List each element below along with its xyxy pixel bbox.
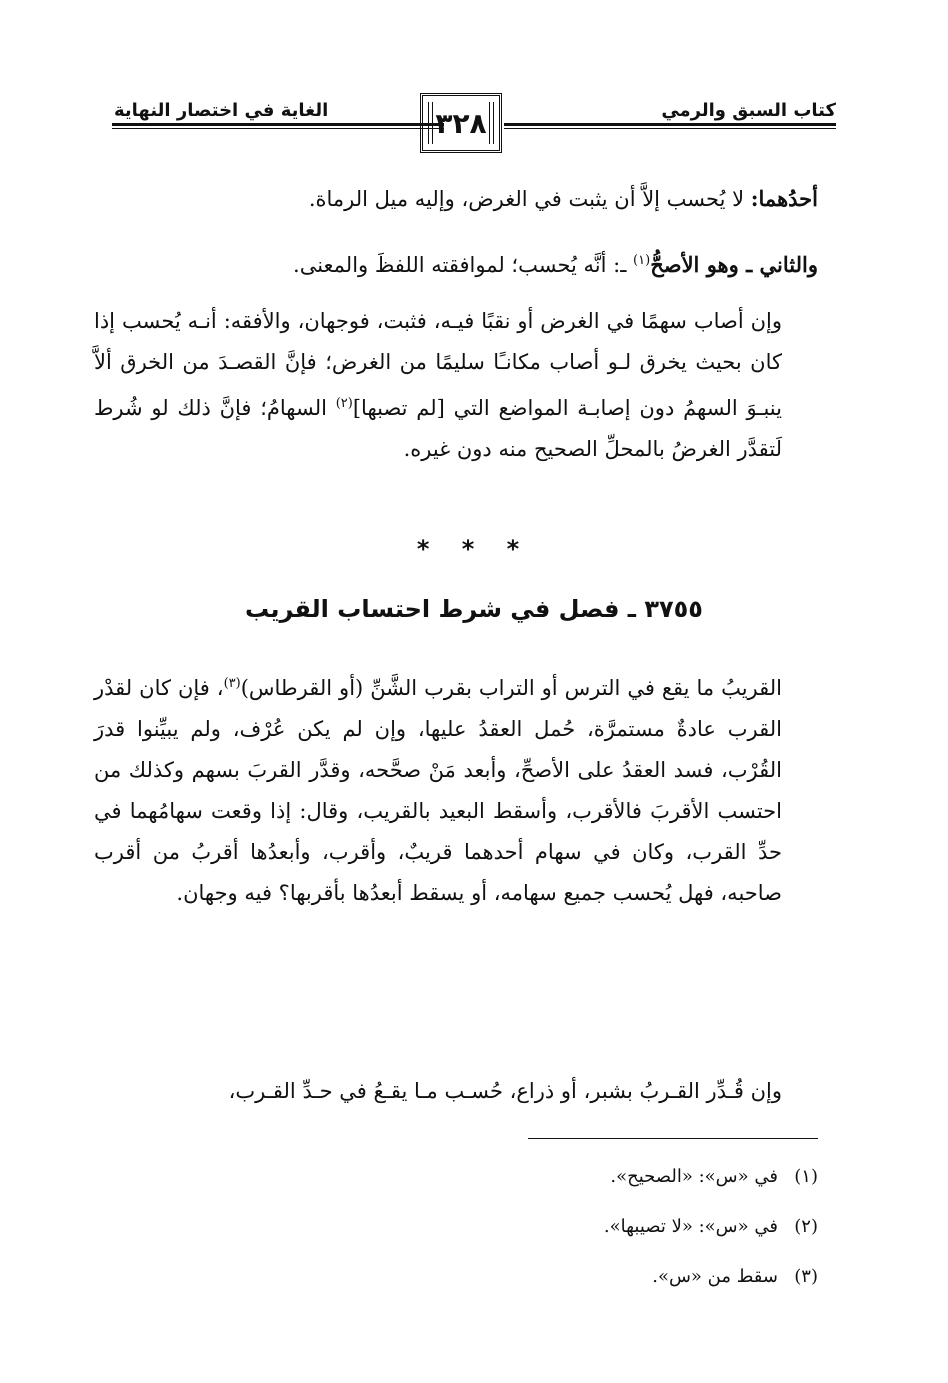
paragraph-arrow-hitting-arrow xyxy=(94,301,818,470)
paragraph-text: وإن أصاب سهمًا في الغرض أو نقبًا فيـه، فثبت، فوجهان، والأفقه: أنـه يُحسب إذا كان بحيث يخرق لـو أصاب مكانـًا سليمًا من الغرض؛ فإنَّ القصـدَ من الخرق ألاَّ ينبـوَ السهمُ دون إصابـة المواضع التي [لم تصبها] xyxy=(94,309,782,420)
section-heading: ٣٧٥٥ ـ فصل في شرط احتساب القريب xyxy=(245,595,703,623)
footnote-ref-1[interactable]: (١) xyxy=(633,253,651,268)
paragraph-near-definition xyxy=(94,663,818,914)
footnote-text: سقط من «س». xyxy=(652,1266,778,1287)
running-header-book-title: كتاب السبق والرمي xyxy=(661,100,836,121)
paragraph-text-cont: السهامُ؛ فإنَّ ذلك لو شُرط لَتقدَّر الغرضُ بالمحلِّ الصحيح منه دون غيره. xyxy=(94,396,782,461)
paragraph-text: القريبُ ما يقع في الترس أو التراب بقرب الشَّنِّ (أو القرطاس) xyxy=(240,676,782,700)
footnote-ref-3[interactable]: (٣) xyxy=(223,676,241,691)
paragraph-lead: أحدُهما: xyxy=(750,186,818,211)
paragraph-first-view xyxy=(130,178,818,220)
paragraph-text: ـ: أنَّه يُحسب؛ لموافقته اللفظَ والمعنى. xyxy=(293,253,634,277)
paragraph-measure-near xyxy=(94,1071,818,1112)
section-separator: * * * xyxy=(416,535,532,563)
footnote-number: (٣) xyxy=(794,1266,818,1287)
footnote-text: في «س»: «لا تصيبها». xyxy=(603,1216,778,1237)
paragraph-text: لا يُحسب إلاَّ أن يثبت في الغرض، وإليه ميل الرماة. xyxy=(308,187,751,211)
paragraph-text: وإن قُـدِّر القـربُ بشبر، أو ذراع، حُسـب مـا يقـعُ في حـدِّ القـرب، xyxy=(228,1079,782,1103)
footnote-item xyxy=(218,1152,818,1202)
footnote-number: (١) xyxy=(794,1166,818,1187)
footnote-item xyxy=(218,1202,818,1252)
header-rule-left xyxy=(112,123,444,129)
footnote-text: في «س»: «الصحيح». xyxy=(610,1166,778,1187)
header-rule-right xyxy=(504,123,836,129)
footnote-number: (٢) xyxy=(794,1216,818,1237)
paragraph-second-view xyxy=(130,240,818,286)
footnote-divider xyxy=(528,1138,818,1139)
paragraph-text-cont: ، فإن كان لقدْر القرب عادةٌ مستمرَّة، حُمل العقدُ عليها، وإن لم يكن عُرْف، ولم يبيِّنوا قدرَ القُرْب، فسد العقدُ على الأصحِّ، وأبعد مَنْ صحَّحه، وقدَّر القربَ بسهم وكذلك من احتسب الأقربَ فالأقرب، وأسقط البعيد بالقريب، وقال: إذا وقعت سهامُهما في حدِّ القرب، وكان في سهام أحدهما قريبٌ، وأقرب، وأبعدُها أقربُ من أقرب صاحبه، فهل يُحسب جميع سهامه، أو يسقط أبعدُها بأقربها؟ فيه وجهان. xyxy=(94,676,782,905)
paragraph-lead: والثاني ـ وهو الأصحُّ xyxy=(650,252,818,277)
footnotes xyxy=(218,1152,818,1302)
footnote-ref-2[interactable]: (٢) xyxy=(335,396,353,411)
page-number: ٣٢٨ xyxy=(420,93,502,153)
footnote-item xyxy=(218,1252,818,1302)
running-header-work-title: الغاية في اختصار النهاية xyxy=(114,100,329,121)
